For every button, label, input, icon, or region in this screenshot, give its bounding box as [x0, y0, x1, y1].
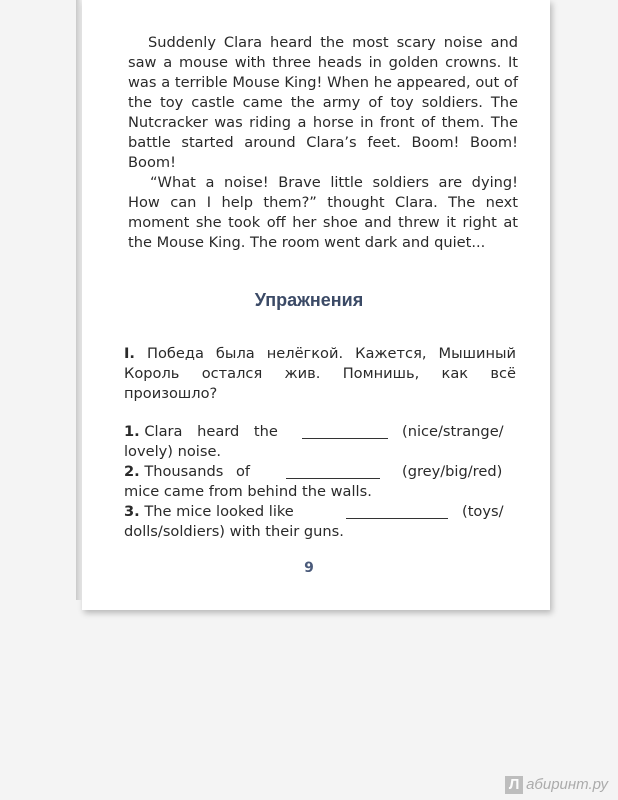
exercise-continuation: lovely) noise. — [124, 443, 222, 460]
exercise-number: 2. — [124, 463, 140, 480]
exercise-options: (nice/strange/ — [402, 423, 504, 440]
exercise-item-2 — [124, 462, 516, 502]
exercise-2-line-2 — [124, 482, 516, 502]
exercise-1-line-2 — [124, 442, 516, 462]
exercise-3-line-1 — [124, 502, 516, 522]
story-paragraph-1: Suddenly Clara heard the most scary noise and saw a mouse with three heads in golden crowns. It was a terrible Mouse King! When he appeared, out of the toy castle came the army of toy soldiers. The Nutcracker was riding a horse in front of them. The battle started around Clara’s feet. Boom! Boom! Boom! — [128, 34, 518, 171]
exercise-item-3 — [124, 502, 516, 542]
exercise-number: 3. — [124, 503, 140, 520]
story-paragraph-2: “What a noise! Brave little soldiers are dying! How can I help them?” thought Clara. The next moment she took off her shoe and threw it right at the Mouse King. The room went dark and quiet... — [128, 174, 518, 251]
exercise-continuation: dolls/soldiers) with their guns. — [124, 523, 344, 540]
exercise-3-line-2 — [124, 522, 516, 542]
watermark-text: абиринт.ру — [526, 776, 608, 793]
exercise-continuation: mice came from behind the walls. — [124, 483, 372, 500]
exercise-text-before: The mice looked like — [144, 503, 294, 520]
watermark — [505, 776, 608, 794]
page-number: 9 — [304, 560, 314, 576]
story-text — [128, 33, 518, 253]
answer-blank[interactable] — [346, 504, 448, 519]
exercise-text-before: Clara heard the — [144, 423, 278, 440]
exercise-2-line-1 — [124, 462, 516, 482]
exercise-options: (toys/ — [462, 503, 504, 520]
exercise-options: (grey/big/red) — [402, 463, 503, 480]
exercise-text-before: Thousands of — [144, 463, 251, 480]
exercise-number: 1. — [124, 423, 140, 440]
exercise-1-line-1 — [124, 422, 516, 442]
exercise-list — [124, 422, 516, 542]
task-instruction — [124, 344, 516, 404]
labirint-logo-icon: Л — [505, 776, 523, 794]
exercise-item-1 — [124, 422, 516, 462]
answer-blank[interactable] — [302, 424, 388, 439]
section-heading: Упражнения — [254, 290, 364, 310]
answer-blank[interactable] — [286, 464, 380, 479]
task-text: Победа была нелёгкой. Кажется, Мышиный Король остался жив. Помнишь, как всё произошло? — [124, 345, 516, 402]
task-number: I. — [124, 345, 135, 362]
